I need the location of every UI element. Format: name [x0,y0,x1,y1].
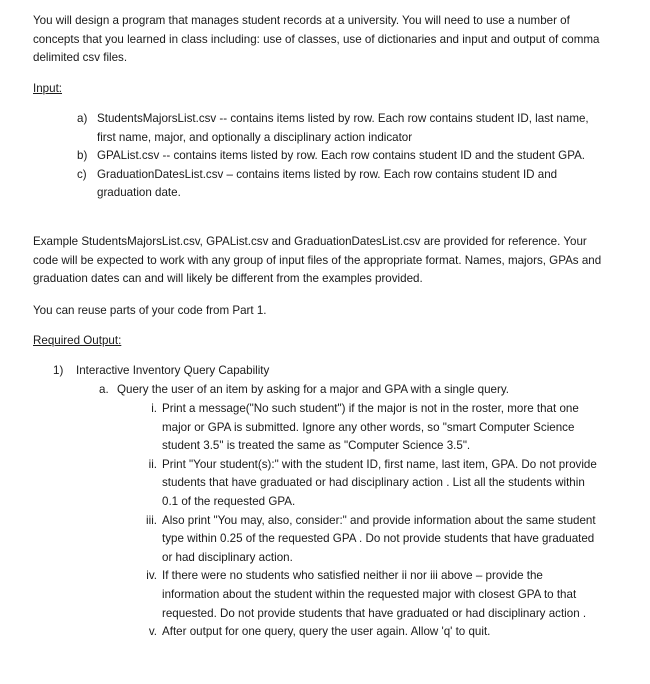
list-item-text: Print "Your student(s):" with the student ID, first name, last item, GPA. Do not provide students that have graduated or had disciplinary action . List all the students within 0.1 of the requested GPA. [162,457,597,508]
list-item-label: iv. [146,569,157,583]
list-item-text: GPAList.csv -- contains items listed by row. Each row contains student ID and the student GPA. [97,149,586,163]
roman-list [137,400,597,642]
sub-item [99,381,609,400]
example-paragraph: Example StudentsMajorsList.csv, GPAList.csv and GraduationDatesList.csv are provided for reference. Your code will be expected to work with any group of input files of the appropriate format. Names, majors, GPAs and graduation dates can and will likely be different from the examples provided. [33,235,602,286]
list-item [137,400,597,456]
list-item [137,456,597,512]
output-item-label: 1) [53,364,64,377]
list-item [137,623,597,642]
list-item-text: Also print "You may, also, consider:" and provide information about the same student type within 0.25 of the requested GPA . Do not provide students that have graduated or had disciplinary action. [162,513,596,564]
list-item-text: If there were no students who satisfied neither ii nor iii above – provide the information about the student within the requested major with closest GPA to that requested. Do not provide students that have graduated or had disciplinary action . [162,569,587,620]
output-item-text: Interactive Inventory Query Capability [76,364,270,377]
input-heading: Input: [33,82,63,95]
list-item [137,567,597,623]
reuse-paragraph: You can reuse parts of your code from Part 1. [33,304,267,317]
list-item-label: v. [148,625,157,639]
list-item-text: After output for one query, query the user again. Allow 'q' to quit. [162,625,491,639]
list-item-text: Print a message("No such student") if the major is not in the roster, more that one major or GPA is submitted. Ignore any other words, so "smart Computer Science student 3.5" is treated the same as "Computer Science 3.5". [162,402,579,453]
list-item-label: i. [151,402,157,415]
list-item-label: c) [77,167,87,181]
list-item-label: ii. [148,457,157,471]
list-item-label: b) [77,149,88,163]
output-item [53,362,613,381]
list-item [77,166,607,203]
list-item [77,147,607,166]
list-item [137,512,597,568]
list-item-text: GraduationDatesList.csv – contains items listed by row. Each row contains student ID and graduation date. [97,167,558,200]
list-item [77,110,607,147]
sub-item-text: Query the user of an item by asking for a major and GPA with a single query. [117,383,510,396]
sub-item-label: a. [99,383,109,396]
intro-paragraph: You will design a program that manages student records at a university. You will need to use a number of concepts that you learned in class including: use of classes, use of dictionaries and input and output of comma delimited csv files. [33,14,600,65]
list-item-text: StudentsMajorsList.csv -- contains items listed by row. Each row contains student ID, last name, first name, major, and optionally a disciplinary action indicator [97,112,589,144]
output-heading: Required Output: [33,334,122,347]
list-item-label: iii. [146,513,157,527]
list-item-label: a) [77,112,88,125]
input-list [77,110,607,203]
